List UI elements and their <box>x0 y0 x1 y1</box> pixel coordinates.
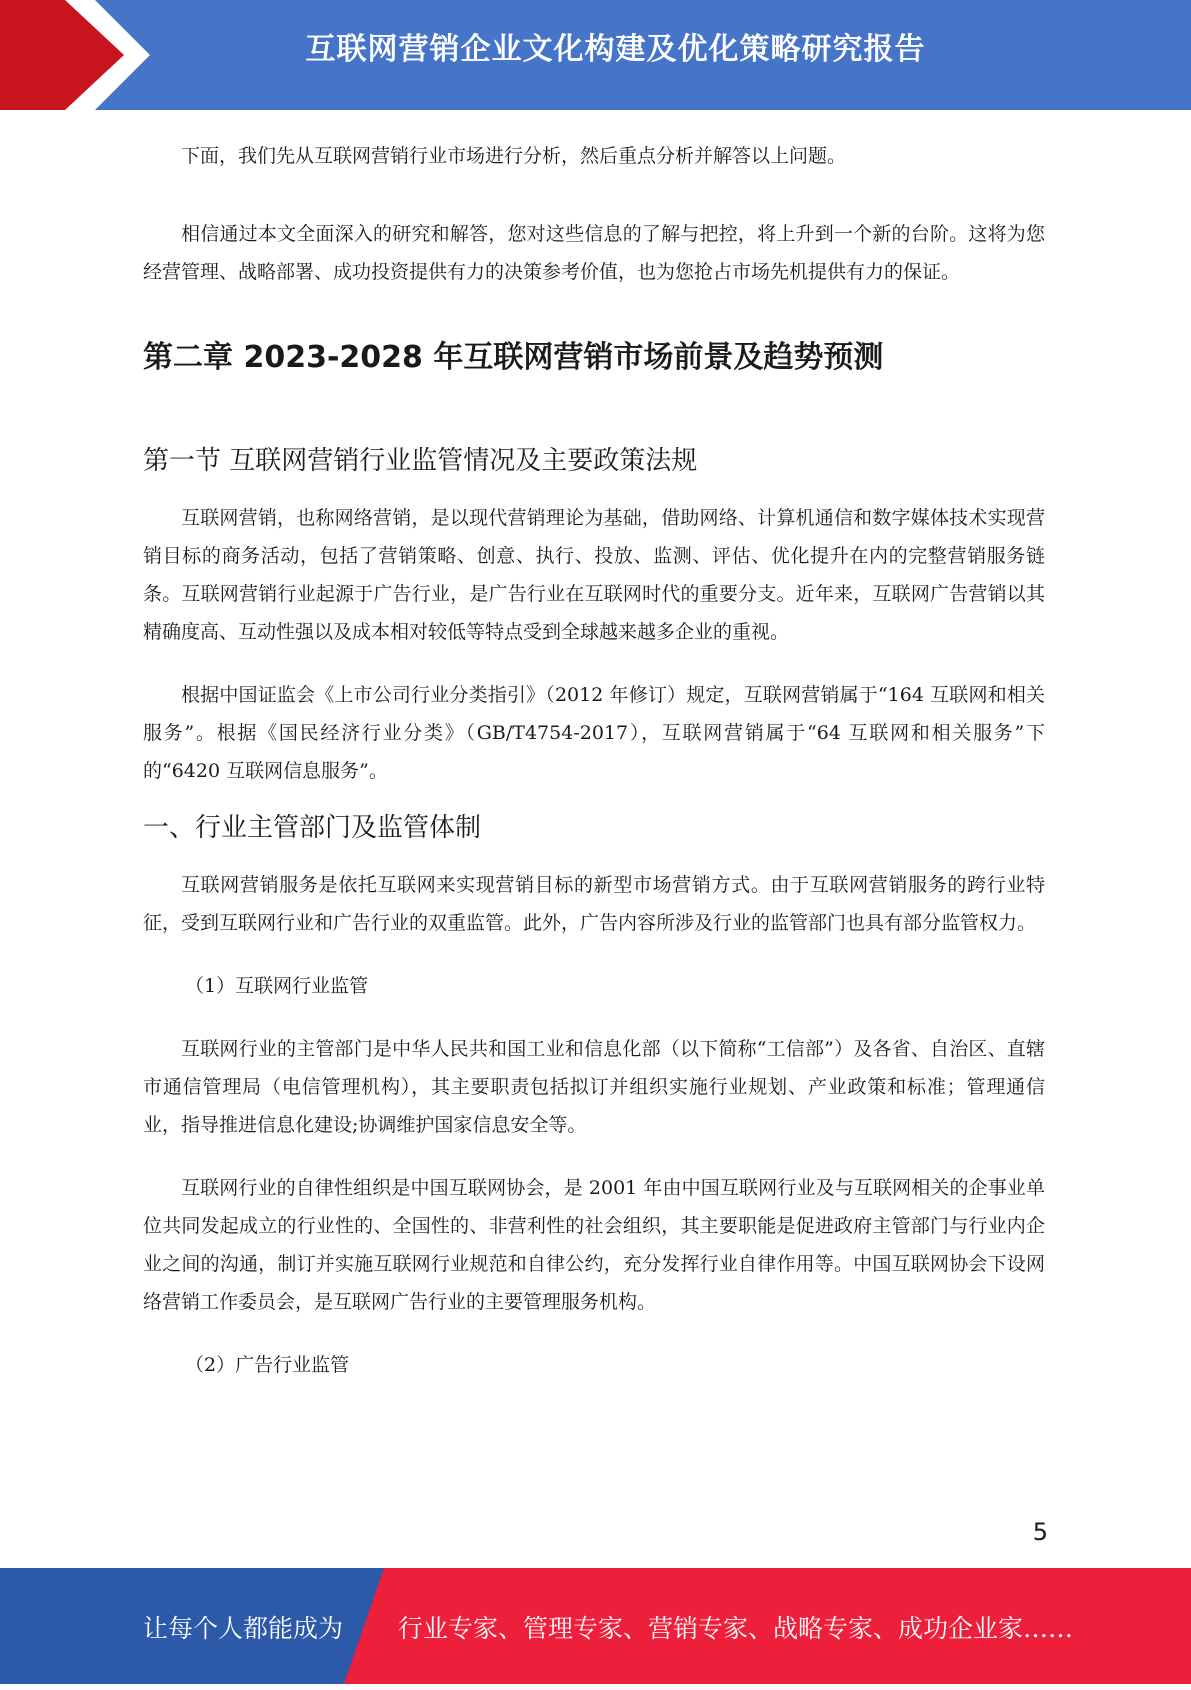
page-header <box>0 0 1191 110</box>
section-paragraph-2: 根据中国证监会《上市公司行业分类指引》（2012 年修订）规定，互联网营销属于“164 互联网和相关服务”。根据《国民经济行业分类》（GB/T4754-2017），互联网营销属于“64 互联网和相关服务”下的“6420 互联网信息服务”。 <box>143 684 1045 782</box>
chapter-heading: 第二章 2023-2028 年互联网营销市场前景及趋势预测 <box>143 340 884 375</box>
intro-paragraph-2: 相信通过本文全面深入的研究和解答，您对这些信息的了解与把控，将上升到一个新的台阶。这将为您经营管理、战略部署、成功投资提供有力的决策参考价值，也为您抢占市场先机提供有力的保证。 <box>143 223 1045 283</box>
page-footer <box>0 1568 1191 1684</box>
subsection-paragraph-3: 互联网行业的自律性组织是中国互联网协会，是 2001 年由中国互联网行业及与互联网相关的企事业单位共同发起成立的行业性的、全国性的、非营利性的社会组织，其主要职能是促进政府主管部门与行业内企业之间的沟通，制订并实施互联网行业规范和自律公约，充分发挥行业自律作用等。中国互联网协会下设网络营销工作委员会，是互联网广告行业的主要管理服务机构。 <box>143 1177 1045 1313</box>
subsection-heading: 一、行业主管部门及监管体制 <box>143 813 482 843</box>
list-item-internet-regulation: （1）互联网行业监管 <box>185 975 369 997</box>
footer-slogan-left: 让每个人都能成为 <box>143 1614 344 1643</box>
list-item-advertising-regulation: （2）广告行业监管 <box>185 1354 350 1376</box>
page-number: 5 <box>1032 1518 1048 1546</box>
page-content <box>143 110 1045 1384</box>
footer-slogan-right: 行业专家、管理专家、营销专家、战略专家、成功企业家…… <box>398 1614 1074 1643</box>
document-title: 互联网营销企业文化构建及优化策略研究报告 <box>305 32 926 67</box>
subsection-paragraph-2: 互联网行业的主管部门是中华人民共和国工业和信息化部（以下简称“工信部”）及各省、自治区、直辖市通信管理局（电信管理机构），其主要职责包括拟订并组织实施行业规划、产业政策和标准；管理通信业，指导推进信息化建设;协调维护国家信息安全等。 <box>143 1038 1045 1136</box>
section-heading: 第一节 互联网营销行业监管情况及主要政策法规 <box>143 446 698 476</box>
intro-paragraph-1: 下面，我们先从互联网营销行业市场进行分析，然后重点分析并解答以上问题。 <box>181 145 847 167</box>
subsection-paragraph-1: 互联网营销服务是依托互联网来实现营销目标的新型市场营销方式。由于互联网营销服务的跨行业特征，受到互联网行业和广告行业的双重监管。此外，广告内容所涉及行业的监管部门也具有部分监管权力。 <box>143 874 1045 934</box>
section-paragraph-1: 互联网营销，也称网络营销，是以现代营销理论为基础，借助网络、计算机通信和数字媒体技术实现营销目标的商务活动，包括了营销策略、创意、执行、投放、监测、评估、优化提升在内的完整营销服务链条。互联网营销行业起源于广告行业，是广告行业在互联网时代的重要分支。近年来，互联网广告营销以其精确度高、互动性强以及成本相对较低等特点受到全球越来越多企业的重视。 <box>143 507 1045 643</box>
